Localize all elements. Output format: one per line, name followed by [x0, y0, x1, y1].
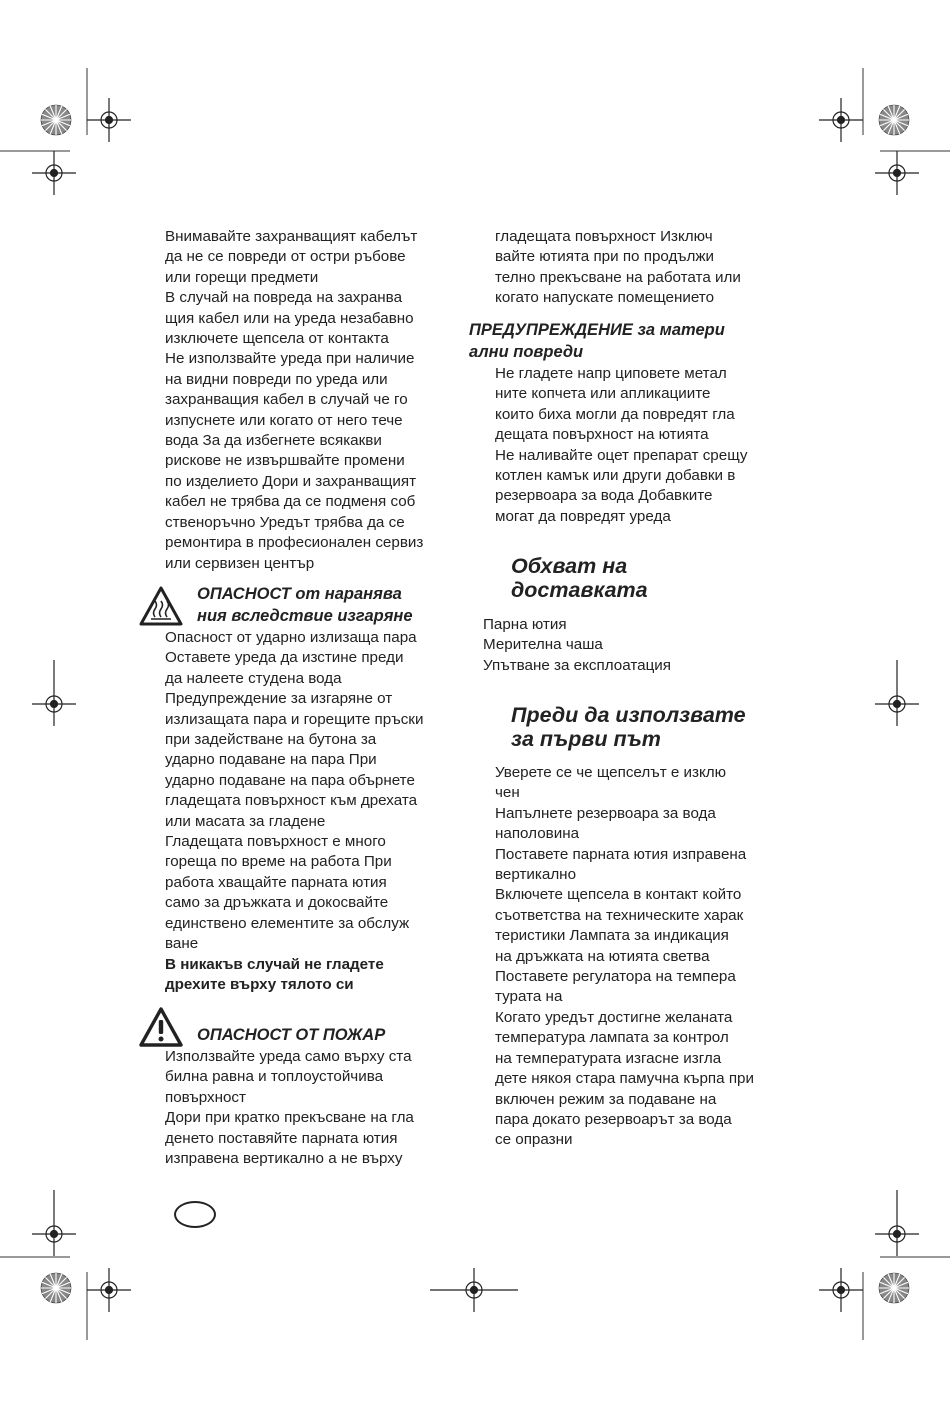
text-line: повърхност	[165, 1088, 246, 1106]
text-line: В случай на повреда на захранва	[165, 289, 403, 307]
text-line: пара докато резервоарът за вода	[495, 1110, 732, 1128]
text-line: могат да повредят уреда	[495, 507, 671, 525]
warning-heading-line: ния вследствие изгаряне	[197, 607, 413, 625]
exclamation-warning-icon	[139, 1007, 183, 1047]
text-line: телно прекъсване на работата или	[495, 268, 741, 286]
text-line: само за дръжката и докосвайте	[165, 894, 389, 912]
fire-warning-heading	[197, 1024, 385, 1046]
text-line: вайте ютията при по продължи	[495, 248, 715, 266]
warning-heading-line: ОПАСНОСТ от наранява	[197, 585, 402, 603]
text-line: теристики Лампата за индикация	[495, 927, 729, 945]
bold-text-line: В никакъв случай не гладете	[165, 955, 384, 973]
text-line: Напълнете резервоара за вода	[495, 804, 716, 822]
text-line: Опасност от ударно излизаща пара	[165, 629, 417, 646]
text-line: билна равна и топлоустойчива	[165, 1068, 384, 1086]
text-line: се опразни	[495, 1131, 573, 1149]
text-line: гладещата повърхност към дрехата	[165, 792, 418, 810]
text-line: ните копчета или апликациите	[495, 385, 711, 403]
text-line: вода За да избегнете всякакви	[165, 432, 382, 450]
text-line: Използвайте уреда само върху ста	[165, 1048, 412, 1065]
list-item: Упътване за експлоатация	[483, 656, 671, 674]
warning-heading-line: ПРЕДУПРЕЖДЕНИЕ за матери	[469, 321, 725, 339]
text-line: включен режим за подаване на	[495, 1090, 717, 1108]
text-line: кабел не трябва да се подменя соб	[165, 493, 416, 511]
text-line: щия кабел или на уреда незабавно	[165, 309, 414, 327]
text-line: единствено елементите за обслуж	[165, 914, 410, 932]
text-line: Поставете парната ютия изправена	[495, 845, 747, 863]
text-line: Не използвайте уреда при наличие	[165, 350, 415, 368]
text-line: вертикално	[495, 866, 577, 884]
text-line: излизащата пара и горещите пръски	[165, 710, 424, 728]
text-line: резервоара за вода Добавките	[495, 487, 713, 505]
text-line: гореща по време на работа При	[165, 853, 392, 871]
bold-text-line: дрехите върху тялото си	[165, 975, 354, 993]
text-line: денето поставяйте парната ютия	[165, 1129, 398, 1147]
text-line: ственоръчно Уредът трябва да се	[165, 513, 405, 531]
text-line: захранващия кабел в случай че го	[165, 391, 408, 409]
hot-surface-warning-icon	[139, 586, 183, 626]
left-intro-text	[165, 227, 423, 574]
text-line: които биха могли да повредят гла	[495, 405, 735, 423]
warning-heading-line: ОПАСНОСТ ОТ ПОЖАР	[197, 1026, 386, 1044]
text-line: ремонтира в професионален сервиз	[165, 534, 424, 552]
text-line: изправена вертикално а не върху	[165, 1150, 403, 1168]
text-line: съответства на техническите харак	[495, 906, 744, 924]
section-heading-line: за първи път	[511, 727, 661, 751]
text-line: изпуснете или когато от него тече	[165, 411, 403, 429]
text-line: на видни повреди по уреда или	[165, 370, 388, 388]
section-heading-line: Обхват на	[511, 554, 628, 578]
first-use-text	[495, 763, 754, 1151]
burn-warning-heading	[197, 583, 413, 627]
text-line: Предупреждение за изгаряне от	[165, 690, 393, 708]
text-line: дещата повърхност на ютията	[495, 426, 709, 444]
text-line: котлен камък или други добавки в	[495, 467, 736, 485]
text-line: Не наливайте оцет препарат срещу	[495, 446, 748, 464]
text-line: Гладещата повърхност е много	[165, 833, 386, 851]
text-line: температура лампата за контрол	[495, 1029, 729, 1047]
text-line: или горещи предмети	[165, 268, 319, 286]
text-line: ударно подаване на пара При	[165, 751, 377, 769]
burn-warning-text	[165, 628, 423, 995]
text-line: Не гладете напр циповете метал	[495, 365, 727, 382]
warning-heading-line: ални повреди	[469, 343, 584, 361]
delivery-section-heading	[511, 554, 648, 602]
text-line: на температурата изгасне изгла	[495, 1049, 722, 1067]
text-line: при задействане на бутона за	[165, 731, 377, 749]
text-line: Оставете уреда да изстине преди	[165, 649, 404, 667]
material-warning-text	[495, 364, 747, 527]
text-line: наполовина	[495, 825, 580, 843]
text-line: на дръжката на ютията светва	[495, 947, 710, 965]
text-line: да не се повреди от остри ръбове	[165, 248, 406, 266]
text-line: по изделието Дори и захранващият	[165, 472, 417, 490]
text-line: Включете щепсела в контакт който	[495, 886, 742, 904]
text-line: ване	[165, 935, 199, 953]
text-line: да налеете студена вода	[165, 669, 342, 687]
list-item: Мерителна чаша	[483, 636, 603, 654]
material-warning-heading	[469, 319, 725, 363]
text-line: турата на	[495, 988, 563, 1006]
text-line: ударно подаване на пара обърнете	[165, 771, 415, 789]
text-line: Когато уредът достигне желаната	[495, 1008, 733, 1026]
text-line: рискове не извършвайте промени	[165, 452, 405, 470]
text-line: Уверете се че щепселът е изклю	[495, 764, 727, 781]
text-line: или сервизен център	[165, 554, 315, 572]
right-continued-text	[495, 227, 741, 309]
list-item: Парна ютия	[483, 616, 567, 633]
first-use-section-heading	[511, 703, 746, 751]
text-line: Дори при кратко прекъсване на гла	[165, 1109, 414, 1127]
text-line: изключете щепсела от контакта	[165, 330, 389, 348]
delivery-list	[483, 615, 671, 676]
fire-warning-text	[165, 1047, 414, 1169]
language-code-oval	[174, 1201, 216, 1228]
text-line: когато напускате помещението	[495, 289, 715, 307]
text-line: Внимавайте захранващият кабелът	[165, 228, 418, 245]
section-heading-line: Преди да използвате	[511, 703, 746, 727]
text-line: гладещата повърхност Изключ	[495, 228, 713, 245]
text-line: дете някоя стара памучна кърпа при	[495, 1070, 754, 1088]
text-line: чен	[495, 784, 520, 802]
section-heading-line: доставката	[511, 578, 648, 602]
text-line: или масата за гладене	[165, 812, 326, 830]
text-line: работа хващайте парната ютия	[165, 873, 387, 891]
text-line: Поставете регулатора на темпера	[495, 968, 736, 986]
